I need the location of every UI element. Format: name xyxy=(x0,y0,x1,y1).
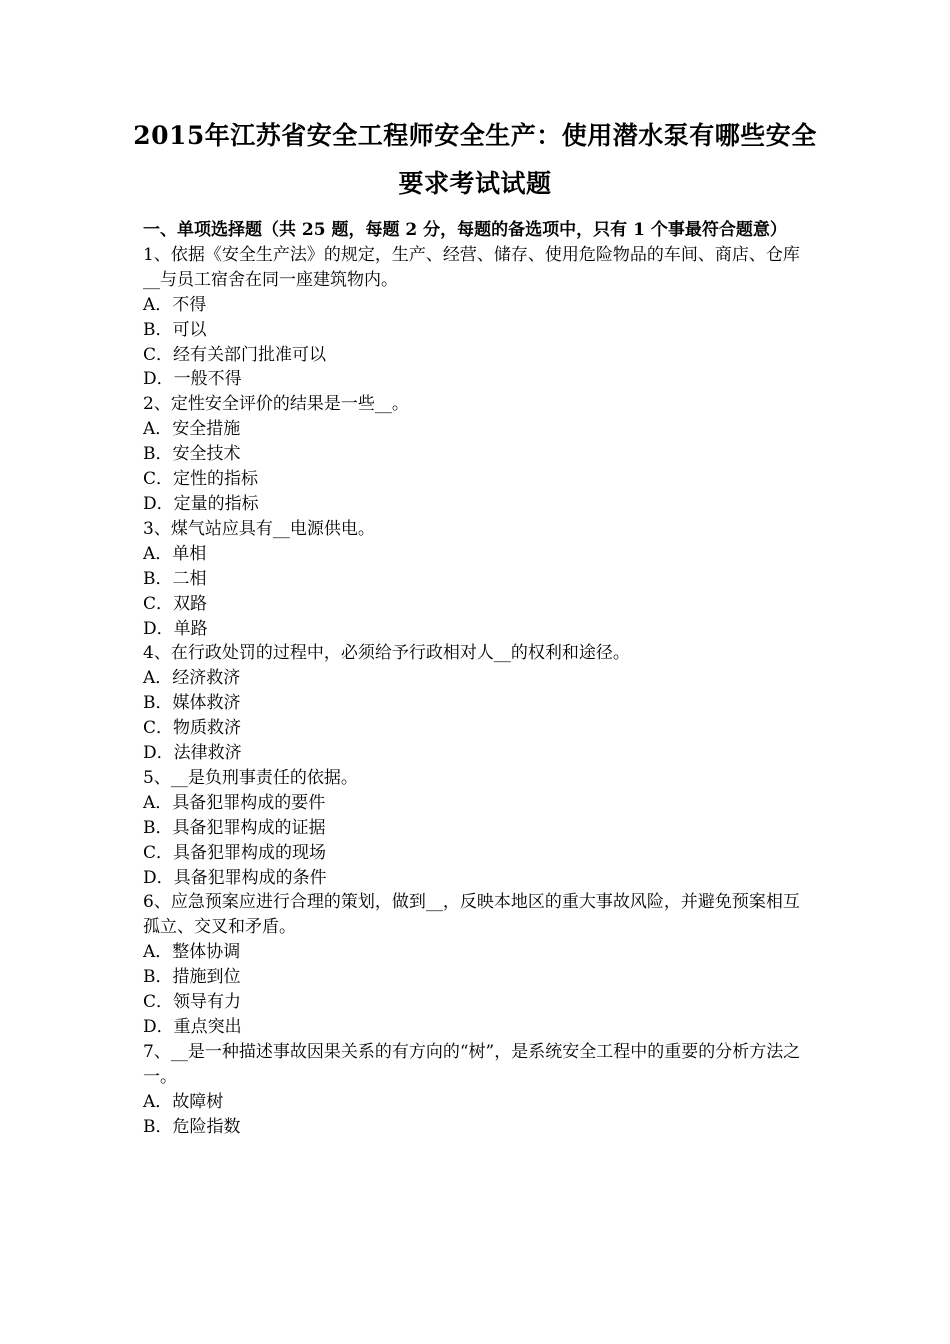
answer-option: A．具备犯罪构成的要件 xyxy=(143,792,326,813)
section-heading: 一、单项选择题（共 25 题，每题 2 分，每题的备选项中，只有 1 个事最符合题意） xyxy=(143,220,787,240)
answer-option: A．经济救济 xyxy=(143,668,241,689)
answer-option: A．安全措施 xyxy=(143,419,241,440)
question-text: 7、__是一种描述事故因果关系的有方向的“树”，是系统安全工程中的重要的分析方法之一。 xyxy=(143,1041,801,1087)
answer-option: D．重点突出 xyxy=(143,1017,242,1037)
answer-option: C．经有关部门批准可以 xyxy=(143,344,327,365)
answer-option: A．单相 xyxy=(143,543,207,564)
document-title: 2015年江苏省安全工程师安全生产：使用潜水泵有哪些安全要求考试试题 xyxy=(133,121,817,198)
question-block xyxy=(143,641,808,766)
answer-option: B．具备犯罪构成的证据 xyxy=(143,817,326,838)
answer-option: D．法律救济 xyxy=(143,743,242,764)
answer-option: B．安全技术 xyxy=(143,444,241,465)
question-text: 5、__是负刑事责任的依据。 xyxy=(143,767,358,788)
question-text: 2、定性安全评价的结果是一些__。 xyxy=(143,394,409,415)
question-block xyxy=(143,243,808,392)
answer-option: D．单路 xyxy=(143,618,208,639)
answer-option: A．故障树 xyxy=(143,1091,224,1112)
answer-option: B．措施到位 xyxy=(143,967,241,988)
answer-option: C．定性的指标 xyxy=(143,469,259,490)
question-block xyxy=(143,766,808,891)
question-block xyxy=(143,890,808,1039)
answer-option: B．二相 xyxy=(143,568,207,589)
answer-option: C．具备犯罪构成的现场 xyxy=(143,842,327,863)
answer-option: A．不得 xyxy=(143,294,207,315)
question-block xyxy=(143,517,808,642)
answer-option: D．定量的指标 xyxy=(143,493,259,514)
question-text: 3、煤气站应具有__电源供电。 xyxy=(143,518,375,539)
answer-option: C．领导有力 xyxy=(143,992,242,1013)
answer-option: B．危险指数 xyxy=(143,1116,241,1137)
document-content xyxy=(143,218,808,1140)
answer-option: B．媒体救济 xyxy=(143,693,241,714)
answer-option: B．可以 xyxy=(143,319,207,340)
question-text: 1、依据《安全生产法》的规定，生产、经营、储存、使用危险物品的车间、商店、仓库__与员工宿舍在同一座建筑物内。 xyxy=(143,244,800,290)
answer-option: A．整体协调 xyxy=(143,942,241,963)
answer-option: C．物质救济 xyxy=(143,718,242,739)
answer-option: D．具备犯罪构成的条件 xyxy=(143,867,327,888)
answer-option: D．一般不得 xyxy=(143,369,242,390)
question-block xyxy=(143,392,808,517)
answer-option: C．双路 xyxy=(143,593,208,614)
question-text: 6、应急预案应进行合理的策划，做到__，反映本地区的重大事故风险，并避免预案相互孤立、交叉和矛盾。 xyxy=(143,892,800,938)
question-block xyxy=(143,1040,808,1140)
question-text: 4、在行政处罚的过程中，必须给予行政相对人__的权利和途径。 xyxy=(143,643,630,664)
